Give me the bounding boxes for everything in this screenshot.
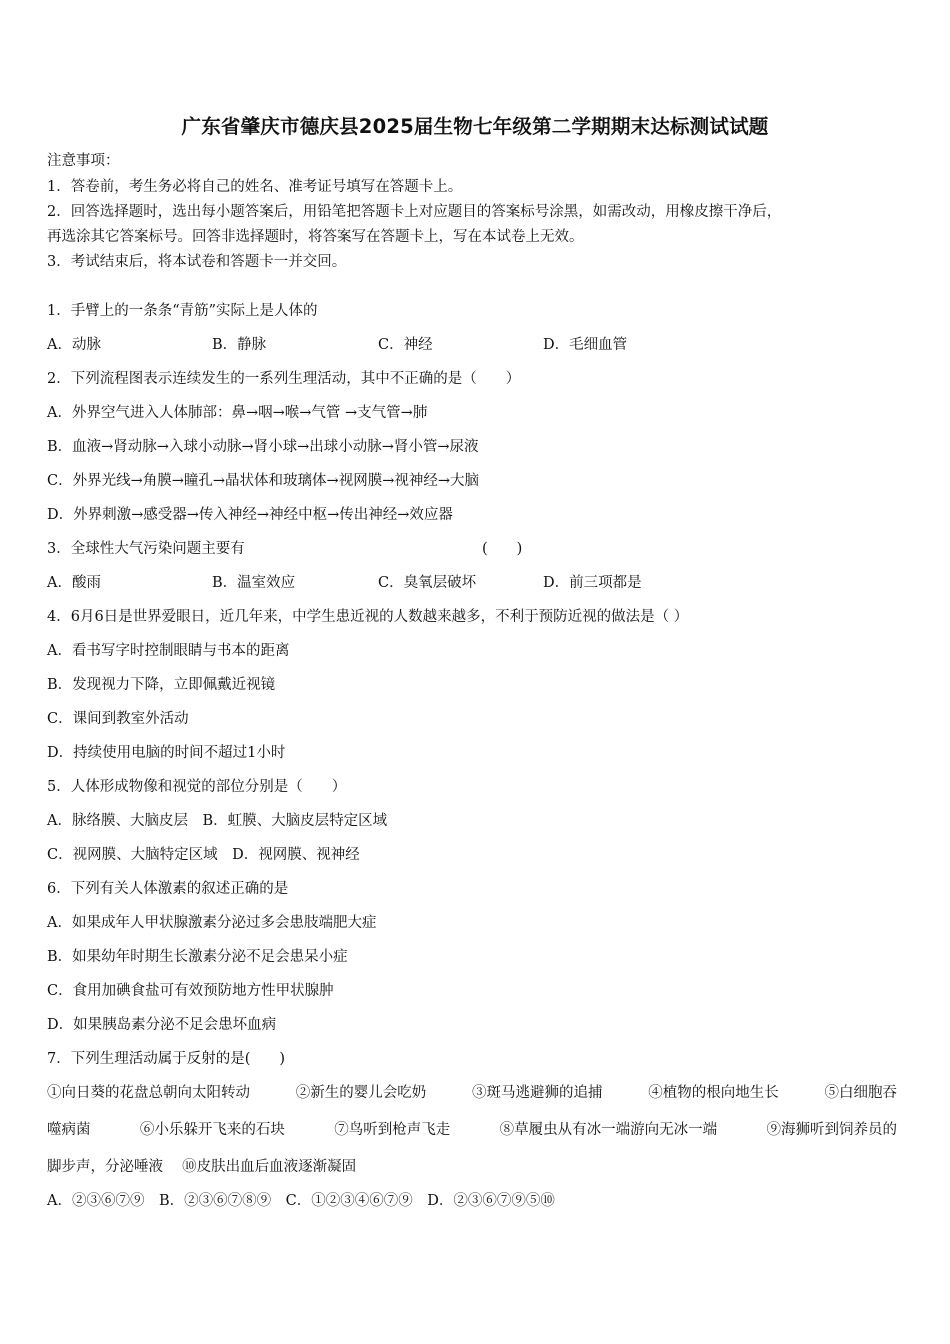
notice-heading: 注意事项： [47, 153, 120, 169]
q6-option-c: C．食用加碘食盐可有效预防地方性甲状腺肿 [47, 983, 334, 999]
q7-item: ①向日葵的花盘总朝向太阳转动 [47, 1085, 250, 1101]
q4-option-b: B．发现视力下降，立即佩戴近视镜 [47, 677, 276, 693]
notice-item-2-cont: 再选涂其它答案标号。回答非选择题时，将答案写在答题卡上，写在本试卷上无效。 [47, 229, 584, 245]
q1-option-c: C．神经 [378, 337, 433, 353]
q3-option-a: A．酸雨 [47, 575, 101, 591]
notice-item-1: 1．答卷前，考生务必将自己的姓名、准考证号填写在答题卡上。 [47, 179, 463, 195]
q5-options-ab: A．脉络膜、大脑皮层 B．虹膜、大脑皮层特定区域 [47, 813, 388, 829]
exam-title: 广东省肇庆市德庆县2025届生物七年级第二学期期末达标测试试题 [181, 115, 769, 138]
q2-option-b: B．血液→肾动脉→入球小动脉→肾小球→出球小动脉→肾小管→尿液 [47, 439, 479, 455]
q1-stem: 1．手臂上的一条条“青筋”实际上是人体的 [47, 303, 318, 319]
q2-stem: 2．下列流程图表示连续发生的一系列生理活动，其中不正确的是（ ） [47, 371, 521, 387]
q7-item: 噬病菌 [47, 1122, 91, 1138]
q3-option-d: D．前三项都是 [543, 575, 642, 591]
q7-item: ⑥小乐躲开飞来的石块 [139, 1122, 285, 1138]
q7-items-line-3: 脚步声，分泌唾液 ⑩皮肤出血后血液逐渐凝固 [47, 1159, 357, 1175]
q4-option-a: A．看书写字时控制眼睛与书本的距离 [47, 643, 290, 659]
q7-item: ④植物的根向地生长 [648, 1085, 779, 1101]
notice-item-2: 2．回答选择题时，选出每小题答案后，用铅笔把答题卡上对应题目的答案标号涂黑，如需改动，用橡皮擦干净后， [47, 204, 782, 220]
notice-item-3: 3．考试结束后，将本试卷和答题卡一并交回。 [47, 254, 347, 270]
q3-option-c: C．臭氧层破坏 [378, 575, 477, 591]
q7-stem: 7．下列生理活动属于反射的是( ) [47, 1051, 286, 1067]
q7-item: ⑧草履虫从有冰一端游向无冰一端 [499, 1122, 718, 1138]
q3-bracket: ( ) [482, 541, 523, 557]
q2-option-a: A．外界空气进入人体肺部：鼻→咽→喉→气管 →支气管→肺 [47, 405, 428, 421]
q1-option-d: D．毛细血管 [543, 337, 628, 353]
q1-option-a: A．动脉 [47, 337, 101, 353]
q7-item: ②新生的婴儿会吃奶 [295, 1085, 427, 1101]
q7-items-line-2 [47, 1120, 897, 1140]
q4-option-d: D．持续使用电脑的时间不超过1小时 [47, 745, 286, 761]
q7-item: ⑨海狮听到饲养员的 [766, 1122, 897, 1138]
q7-item: ⑦鸟听到枪声飞走 [334, 1122, 451, 1138]
q7-item: ③斑马逃避狮的追捕 [472, 1085, 603, 1101]
q4-option-c: C．课间到教室外活动 [47, 711, 189, 727]
q6-stem: 6．下列有关人体激素的叙述正确的是 [47, 881, 289, 897]
q2-option-d: D．外界刺激→感受器→传入神经→神经中枢→传出神经→效应器 [47, 507, 453, 523]
q6-option-d: D．如果胰岛素分泌不足会患坏血病 [47, 1017, 277, 1033]
q4-stem: 4．6月6日是世界爱眼日，近几年来，中学生患近视的人数越来越多，不利于预防近视的做法是（ ） [47, 609, 689, 625]
q5-options-cd: C．视网膜、大脑特定区域 D．视网膜、视神经 [47, 847, 360, 863]
q7-item: ⑤白细胞吞 [824, 1085, 897, 1101]
q7-items-line-1 [47, 1083, 897, 1103]
q1-option-b: B．静脉 [212, 337, 267, 353]
q6-option-a: A．如果成年人甲状腺激素分泌过多会患肢端肥大症 [47, 915, 377, 931]
q3-option-b: B．温室效应 [212, 575, 296, 591]
q7-options: A．②③⑥⑦⑨ B．②③⑥⑦⑧⑨ C．①②③④⑥⑦⑨ D．②③⑥⑦⑨⑤⑩ [47, 1193, 555, 1209]
q3-stem: 3．全球性大气污染问题主要有 [47, 541, 245, 557]
q5-stem: 5．人体形成物像和视觉的部位分别是（ ） [47, 779, 347, 795]
q6-option-b: B．如果幼年时期生长激素分泌不足会患呆小症 [47, 949, 348, 965]
q2-option-c: C．外界光线→角膜→瞳孔→晶状体和玻璃体→视网膜→视神经→大脑 [47, 473, 479, 489]
